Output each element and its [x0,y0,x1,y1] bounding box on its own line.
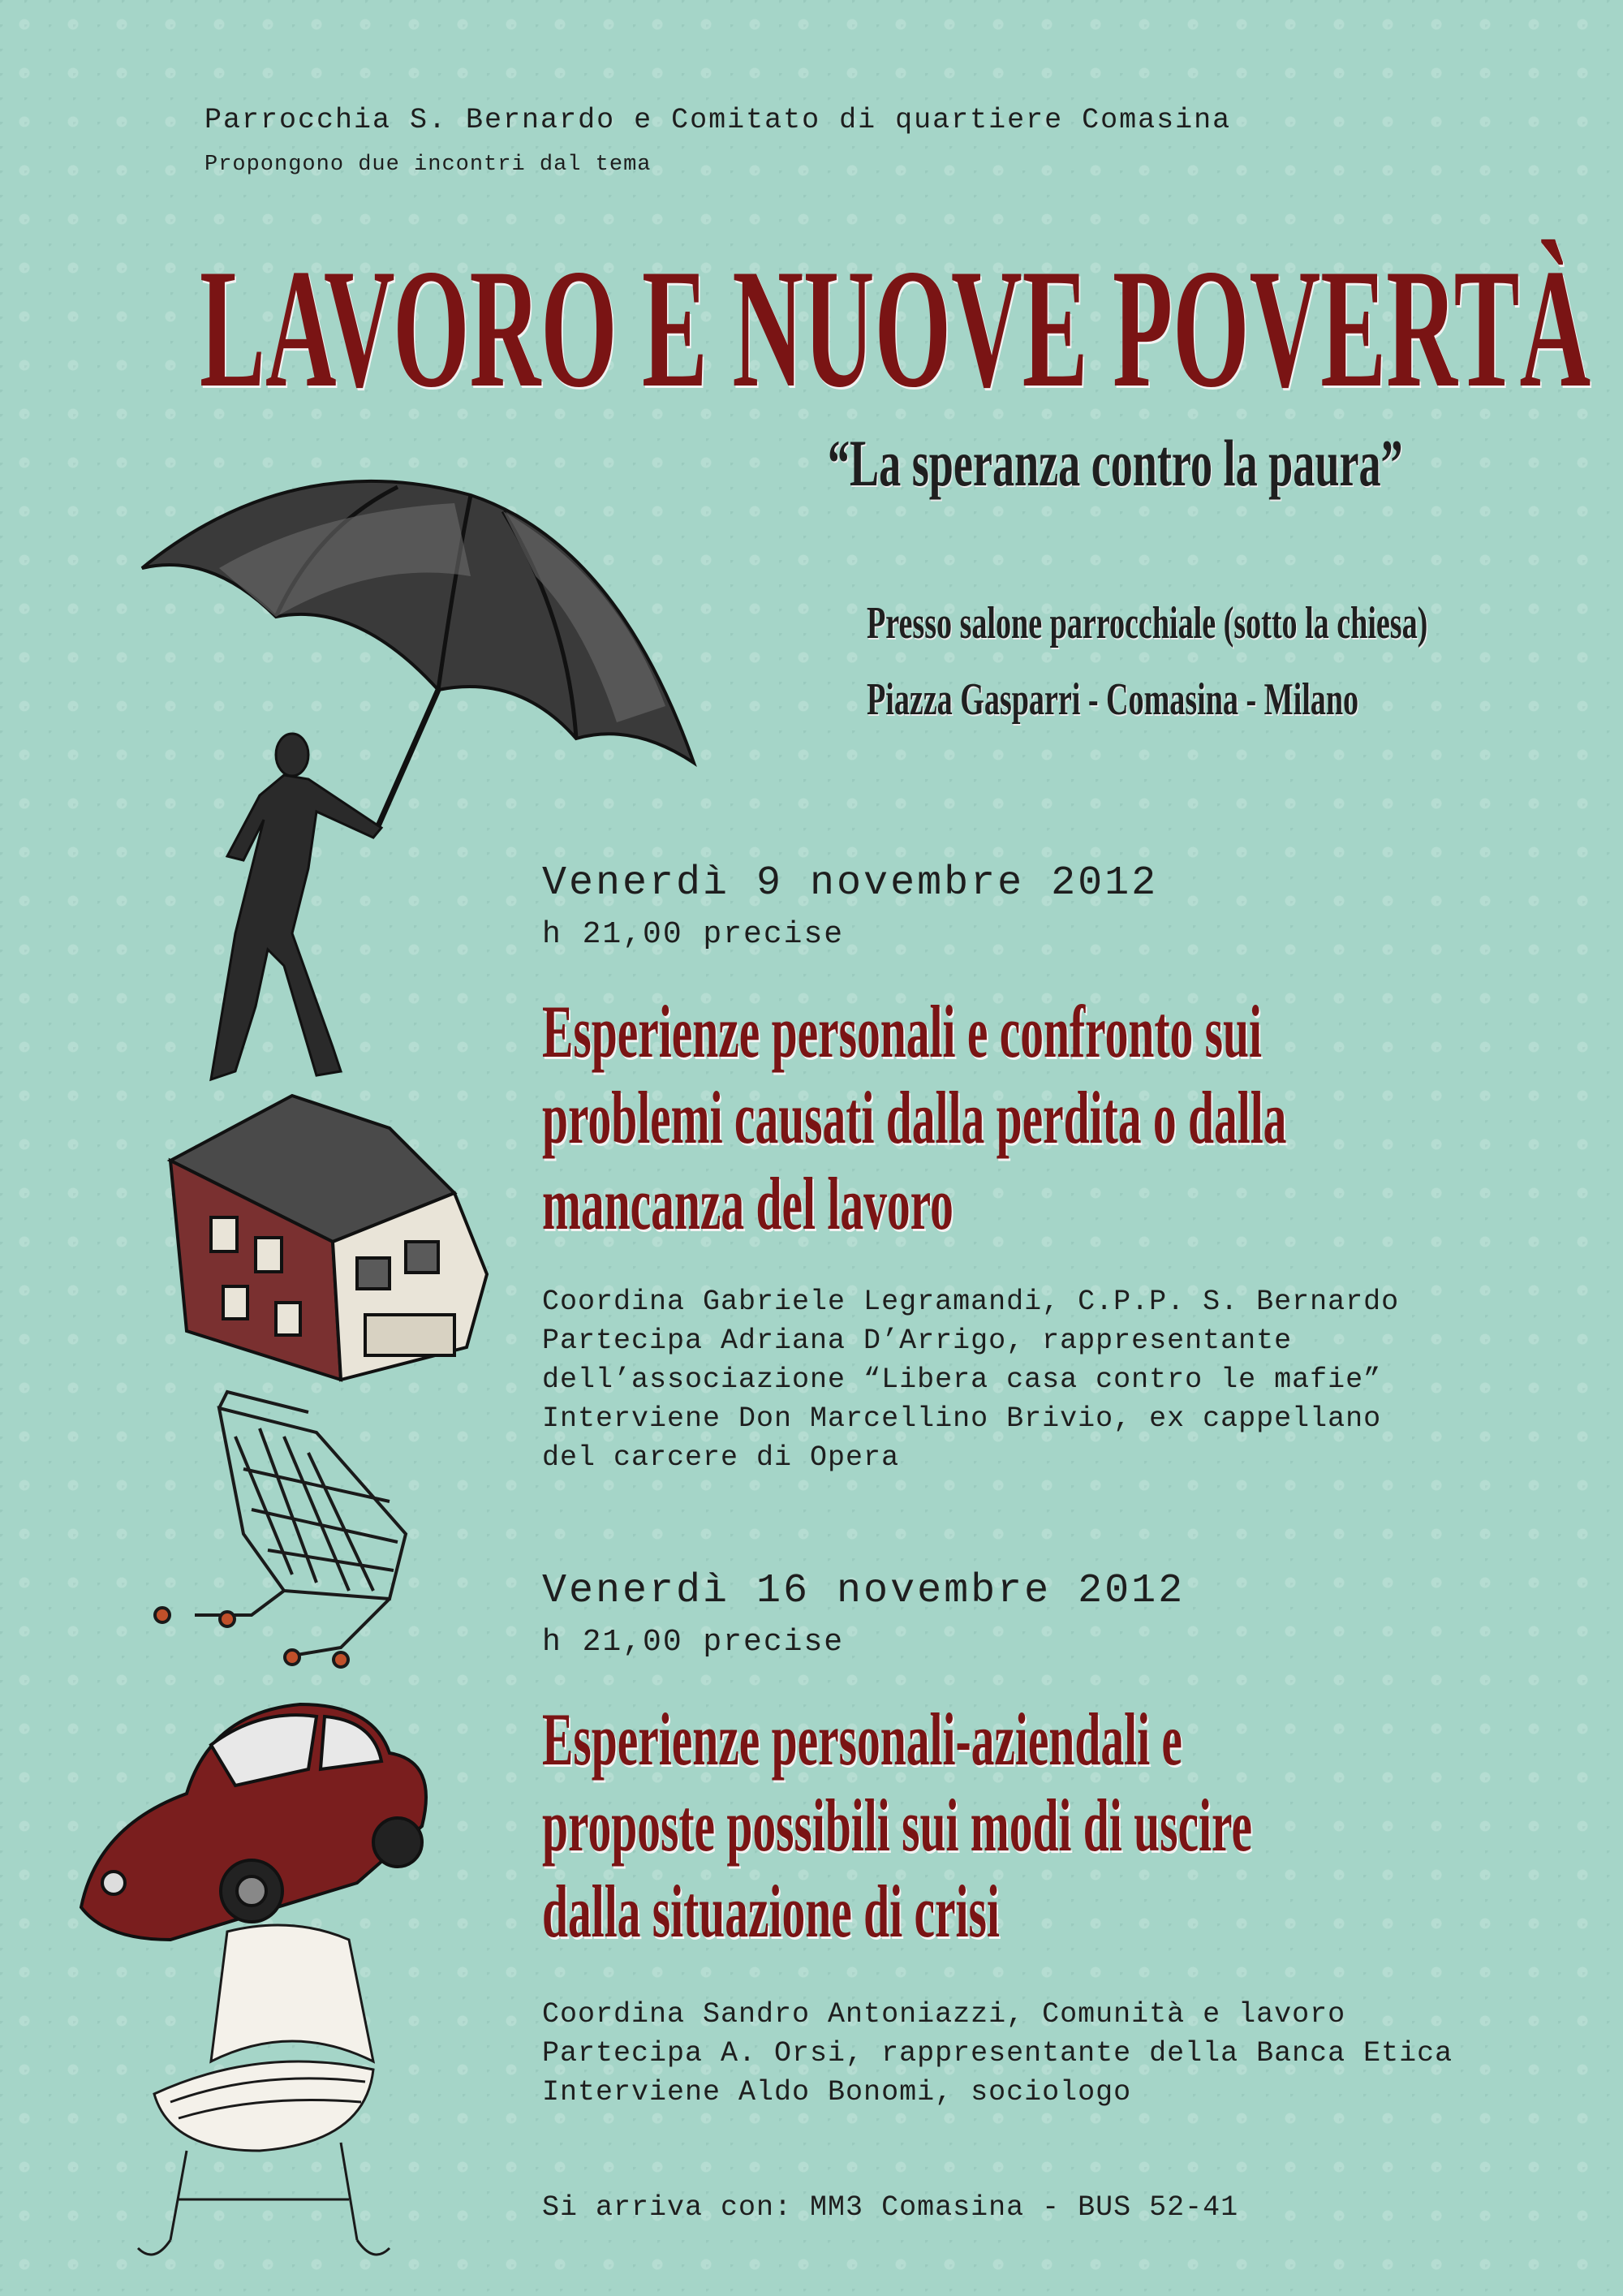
organizers-line: Parrocchia S. Bernardo e Comitato di quartiere Comasina [204,104,1232,136]
participant-line: Partecipa Adriana D’Arrigo, rappresentante [542,1325,1293,1357]
cradle-icon [138,1925,390,2255]
intro-line: Propongono due incontri dal tema [204,153,652,177]
umbrella-icon [142,481,694,828]
event-2-date: Venerdì 16 novembre 2012 [542,1568,1186,1614]
participant-line: Coordina Gabriele Legramandi, C.P.P. S. Bernardo [542,1286,1400,1318]
participant-line: Interviene Don Marcellino Brivio, ex cappellano [542,1402,1382,1435]
topic-line: problemi causati dalla perdita o dalla [542,1076,1287,1159]
venue-line-2: Piazza Gasparri - Comasina - Milano [867,674,1359,725]
illustration [49,479,747,2272]
venue-line-1: Presso salone parrocchiale (sotto la chiesa) [867,598,1428,648]
subtitle: “La speranza contro la paura” [828,426,1403,500]
participant-line: Partecipa A. Orsi, rappresentante della Banca Etica [542,2037,1453,2070]
participant-line: Coordina Sandro Antoniazzi, Comunità e lavoro [542,1998,1346,2031]
topic-line: Esperienze personali-aziendali e [542,1698,1182,1781]
participant-line: dell’associazione “Libera casa contro le mafie” [542,1363,1382,1396]
transport-info: Si arriva con: MM3 Comasina - BUS 52-41 [542,2191,1239,2224]
car-icon [81,1704,426,1940]
participant-line: Interviene Aldo Bonomi, sociologo [542,2076,1132,2109]
participant-line: del carcere di Opera [542,1441,900,1474]
topic-line: Esperienze personali e confronto sui [542,990,1262,1073]
topic-line: dalla situazione di crisi [542,1870,1000,1953]
event-1-time: h 21,00 precise [542,917,845,952]
topic-line: proposte possibili sui modi di uscire [542,1784,1252,1867]
event-2-time: h 21,00 precise [542,1625,845,1660]
man-icon [211,734,381,1079]
shopping-cart-icon [155,1392,406,1667]
main-title: LAVORO E NUOVE POVERTÀ [200,235,1591,423]
house-icon [170,1096,487,1380]
topic-line: mancanza del lavoro [542,1162,954,1245]
event-1-date: Venerdì 9 novembre 2012 [542,860,1159,907]
